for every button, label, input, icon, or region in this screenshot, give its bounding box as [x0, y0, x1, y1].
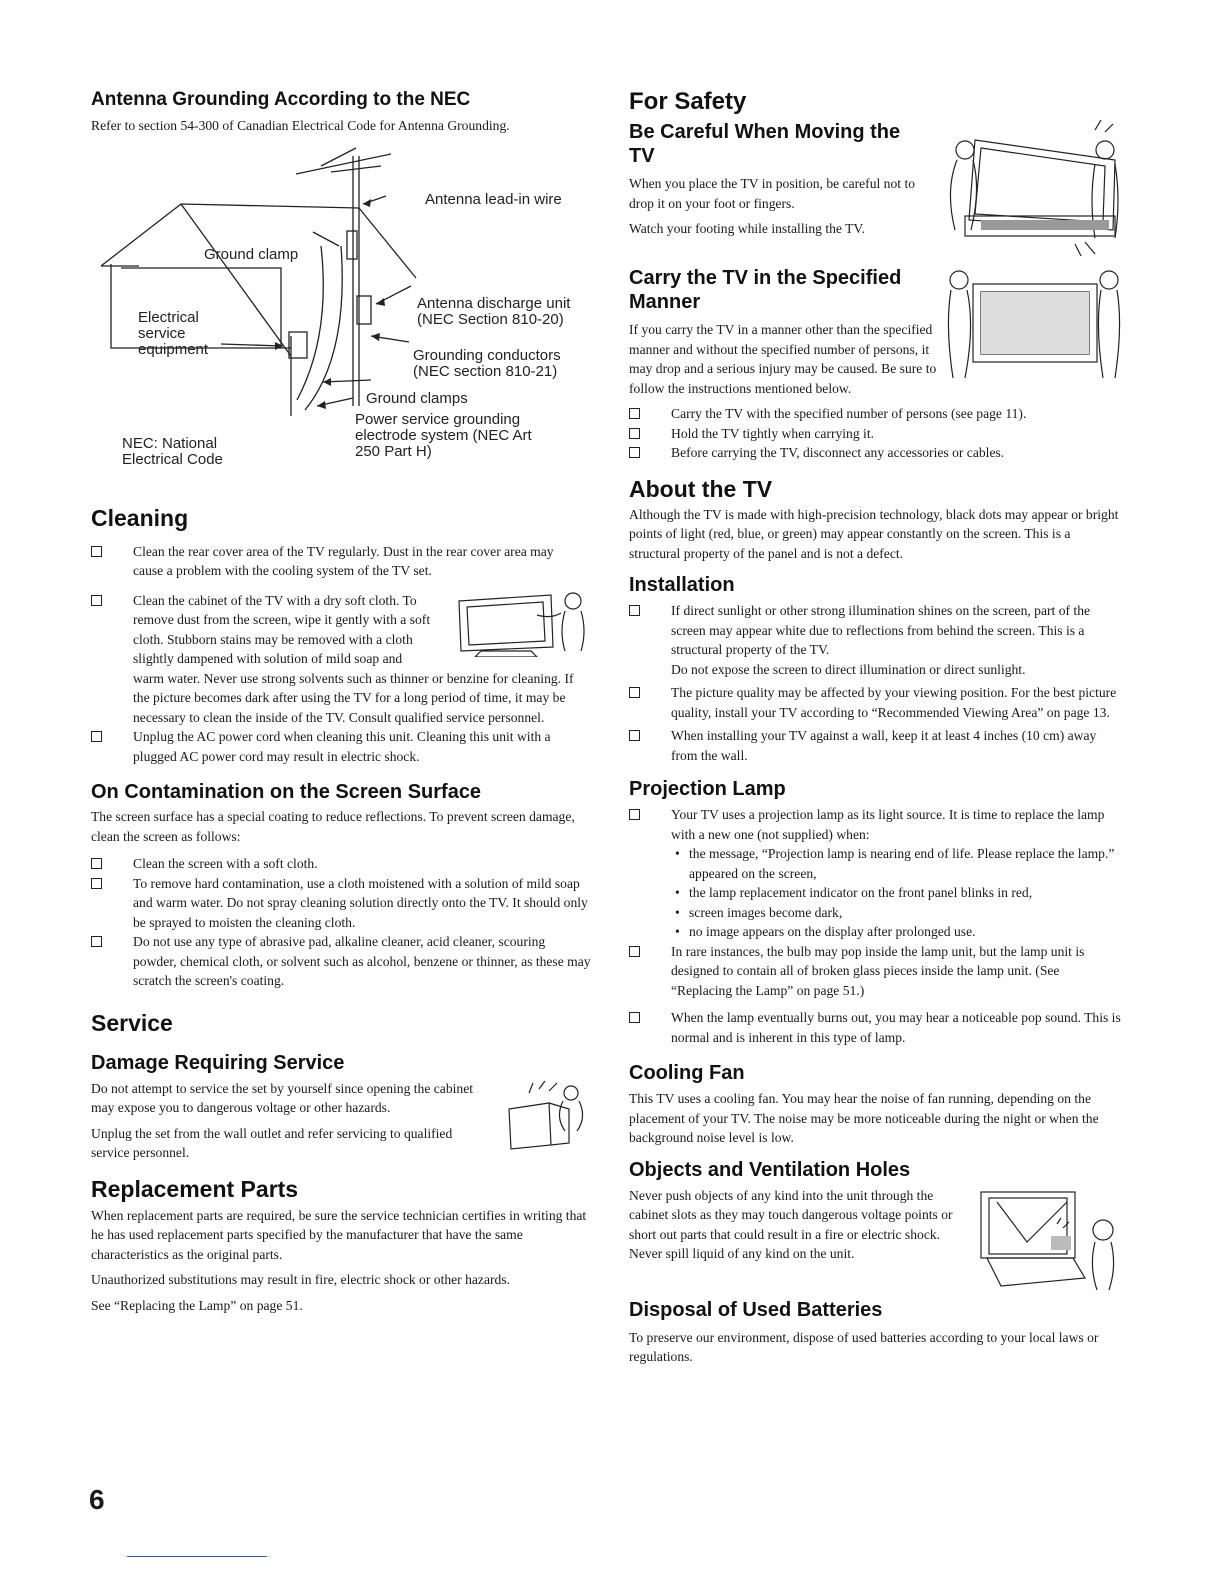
checkbox-icon — [91, 936, 102, 947]
lamp-item-text: Your TV uses a projection lamp as its light source. It is time to replace the lamp with a new one (not supplied) when: — [671, 807, 1105, 842]
installation-item-text: If direct sunlight or other strong illumination shines on the screen, part of the screen may appear white due to reflections from behind the screen. This is a structural property of the TV. — [671, 603, 1091, 657]
cooling-p: This TV uses a cooling fan. You may hear the noise of fan running, depending on the placement of your TV. The noise may be more noticeable during the night or when the background noise level is low. — [629, 1091, 1099, 1145]
installation-item-text: The picture quality may be affected by your viewing position. For the best picture quality, install your TV according to “Recommended Viewing Area” on page 13. — [671, 685, 1117, 720]
damage-p1: Do not attempt to service the set by yourself since opening the cabinet may expose you to dangerous voltage or other hazards. — [91, 1080, 474, 1115]
checkbox-icon — [629, 605, 640, 616]
cleaning-item-text: Clean the rear cover area of the TV regularly. Dust in the rear cover area may cause a problem with the cooling system of the TV set. — [133, 543, 554, 578]
about-p: Although the TV is made with high-precision technology, black dots may appear or bright points of light (red, blue, or green) may appear constantly on the screen. This is a structural property of the panel and is not a defect. — [629, 506, 1119, 561]
installation-item — [629, 601, 1123, 679]
installation-item — [629, 683, 1123, 722]
page-number: 6 — [89, 1484, 105, 1515]
label-electrical-line2: service — [138, 324, 186, 342]
left-column — [91, 88, 591, 1315]
cleaning-item-text: Unplug the AC power cord when cleaning this unit. Cleaning this unit with a plugged AC power cord may result in electric shock. — [133, 729, 551, 764]
label-nec-line1: NEC: National — [122, 434, 218, 452]
checkbox-icon — [629, 1012, 640, 1023]
contamination-intro: The screen surface has a special coating to reduce reflections. To prevent screen damage, clean the screen as follows: — [91, 809, 575, 844]
cleaning-item-text: Clean the cabinet of the TV with a dry soft cloth. To remove dust from the screen, wipe it gently with a soft cloth. Stubborn stains may be removed with a cloth slightly dampened with solution of mild soap and warm water. Never use strong solvents such as thinner or benzine for cleaning. If the picture becomes dark after using the TV for a long period of time, it may be necessary to clean the inside of the TV. Consult qualified service personnel. — [133, 592, 574, 725]
label-power-line1: Power service grounding — [355, 410, 521, 428]
contamination-item — [91, 854, 591, 874]
replacement-p1: When replacement parts are required, be sure the service technician certifies in writing that he has used replacement parts specified by the manufacturer that have the same characteristics as the original parts. — [91, 1207, 587, 1262]
checkbox-icon — [91, 546, 102, 557]
about-heading: About the TV — [629, 475, 773, 502]
checkbox-icon — [91, 878, 102, 889]
lamp-item-text: When the lamp eventually burns out, you may hear a noticeable pop sound. This is normal and is inherent in this type of lamp. — [671, 1010, 1121, 1045]
moving-heading: Be Careful When Moving the TV — [629, 121, 901, 167]
label-grounding-conductors — [413, 348, 561, 380]
lamp-item-text: In rare instances, the bulb may pop inside the lamp unit, but the lamp unit is designed to contain all of broken glass pieces inside the lamp unit. (See “Replacing the Lamp” on page 51.) — [671, 943, 1085, 998]
carry-item — [629, 424, 1123, 444]
label-discharge-unit-line1: Antenna discharge unit — [417, 294, 571, 312]
lamp-subitem: • the lamp replacement indicator on the front panel blinks in red, — [673, 883, 1123, 903]
label-ground-clamps: Ground clamps — [366, 389, 468, 407]
carry-tv-illustration — [945, 266, 1123, 382]
carry-heading: Carry the TV in the Specified Manner — [629, 267, 902, 313]
replacement-p2: Unauthorized substitutions may result in fire, electric shock or other hazards. — [91, 1272, 511, 1287]
label-power-line3: 250 Part H) — [355, 442, 432, 460]
label-discharge-unit — [417, 296, 570, 328]
service-illustration — [499, 1079, 591, 1151]
cleaning-tv-illustration — [441, 591, 591, 657]
ventilation-illustration — [977, 1186, 1123, 1294]
cleaning-item — [91, 542, 583, 581]
cleaning-item — [91, 727, 583, 766]
antenna-grounding-diagram — [91, 136, 591, 498]
contamination-item — [91, 932, 591, 991]
contamination-item-text: Clean the screen with a soft cloth. — [133, 856, 318, 871]
label-power-service — [355, 412, 532, 460]
contamination-heading: On Contamination on the Screen Surface — [91, 781, 482, 803]
moving-p2: Watch your footing while installing the TV. — [629, 221, 865, 236]
objects-p: Never push objects of any kind into the unit through the cabinet slots as they may touch dangerous voltage points or short out parts that could result in a fire or electric shock. Never spill liquid of any kind on the unit. — [629, 1187, 953, 1261]
footer-divider — [127, 1556, 267, 1557]
carry-item — [629, 443, 1123, 463]
checkbox-icon — [629, 809, 640, 820]
lamp-item — [629, 805, 1123, 844]
carry-item — [629, 404, 1123, 424]
checkbox-icon — [91, 595, 102, 606]
label-electrical-line3: equipment — [138, 340, 209, 358]
installation-item-text-2: Do not expose the screen to direct illumination or direct sunlight. — [671, 661, 1026, 677]
moving-p1: When you place the TV in position, be careful not to drop it on your foot or fingers. — [629, 176, 916, 211]
damage-p2: Unplug the set from the wall outlet and refer servicing to qualified service personnel. — [91, 1125, 453, 1160]
installation-heading: Installation — [629, 574, 735, 596]
carry-item-text: Hold the TV tightly when carrying it. — [671, 425, 874, 441]
lamp-item — [629, 1008, 1123, 1047]
right-column — [629, 88, 1123, 1367]
lamp-subitem: • no image appears on the display after prolonged use. — [673, 922, 1123, 942]
moving-tv-illustration — [945, 120, 1123, 260]
carry-item-text: Carry the TV with the specified number of persons (see page 11). — [671, 406, 1027, 421]
checkbox-icon — [629, 428, 640, 439]
carry-item-text: Before carrying the TV, disconnect any accessories or cables. — [671, 445, 1005, 460]
label-conductors-line2: (NEC section 810-21) — [413, 362, 558, 380]
label-discharge-unit-line2: (NEC Section 810-20) — [417, 310, 564, 328]
damage-heading: Damage Requiring Service — [91, 1051, 345, 1074]
label-nec-line2: Electrical Code — [122, 450, 223, 468]
service-heading: Service — [91, 1009, 173, 1036]
label-nec — [122, 436, 223, 468]
carry-p: If you carry the TV in a manner other than the specified manner and without the specified number of persons, it may drop and a serious injury may be caused. Be sure to follow the instructions mentioned below. — [629, 322, 937, 396]
contamination-item — [91, 874, 591, 933]
label-lead-in-wire: Antenna lead-in wire — [425, 190, 562, 208]
cleaning-item — [91, 591, 591, 728]
installation-item-text: When installing your TV against a wall, keep it at least 4 inches (10 cm) away from the wall. — [671, 728, 1097, 763]
lamp-subitem: • screen images become dark, — [673, 903, 1123, 923]
lamp-subitem: • the message, “Projection lamp is nearing end of life. Please replace the lamp.” appeared on the screen, — [673, 844, 1123, 883]
checkbox-icon — [629, 687, 640, 698]
replacement-heading: Replacement Parts — [91, 1175, 299, 1202]
label-conductors-line1: Grounding conductors — [413, 346, 561, 364]
installation-item — [629, 726, 1123, 765]
antenna-heading: Antenna Grounding According to the NEC — [91, 89, 471, 110]
checkbox-icon — [629, 730, 640, 741]
cooling-heading: Cooling Fan — [629, 1062, 745, 1084]
contamination-item-text: To remove hard contamination, use a cloth moistened with a solution of mild soap and warm water. Do not spray cleaning solution directly onto the TV. It should only be sprayed to moisten the cleaning cloth. — [133, 875, 588, 930]
label-electrical-line1: Electrical — [138, 308, 199, 326]
checkbox-icon — [629, 408, 640, 419]
batteries-p: To preserve our environment, dispose of used batteries according to your local laws or regulations. — [629, 1329, 1099, 1364]
checkbox-icon — [91, 858, 102, 869]
batteries-heading: Disposal of Used Batteries — [629, 1298, 883, 1321]
antenna-intro: Refer to section 54-300 of Canadian Electrical Code for Antenna Grounding. — [91, 118, 510, 133]
cleaning-heading: Cleaning — [91, 504, 189, 531]
checkbox-icon — [629, 946, 640, 957]
lamp-item — [629, 942, 1123, 1001]
label-power-line2: electrode system (NEC Art — [355, 426, 532, 444]
objects-heading: Objects and Ventilation Holes — [629, 1158, 911, 1181]
checkbox-icon — [91, 731, 102, 742]
lamp-heading: Projection Lamp — [629, 778, 786, 800]
label-ground-clamp: Ground clamp — [204, 245, 299, 263]
label-electrical-service — [138, 310, 208, 358]
safety-heading: For Safety — [629, 88, 747, 115]
contamination-item-text: Do not use any type of abrasive pad, alkaline cleaner, acid cleaner, scouring powder, chemical cloth, or solvent such as alcohol, benzene or thinner, as these may scratch the screen's coating. — [133, 934, 591, 988]
checkbox-icon — [629, 447, 640, 458]
replacement-p3: See “Replacing the Lamp” on page 51. — [91, 1297, 303, 1313]
